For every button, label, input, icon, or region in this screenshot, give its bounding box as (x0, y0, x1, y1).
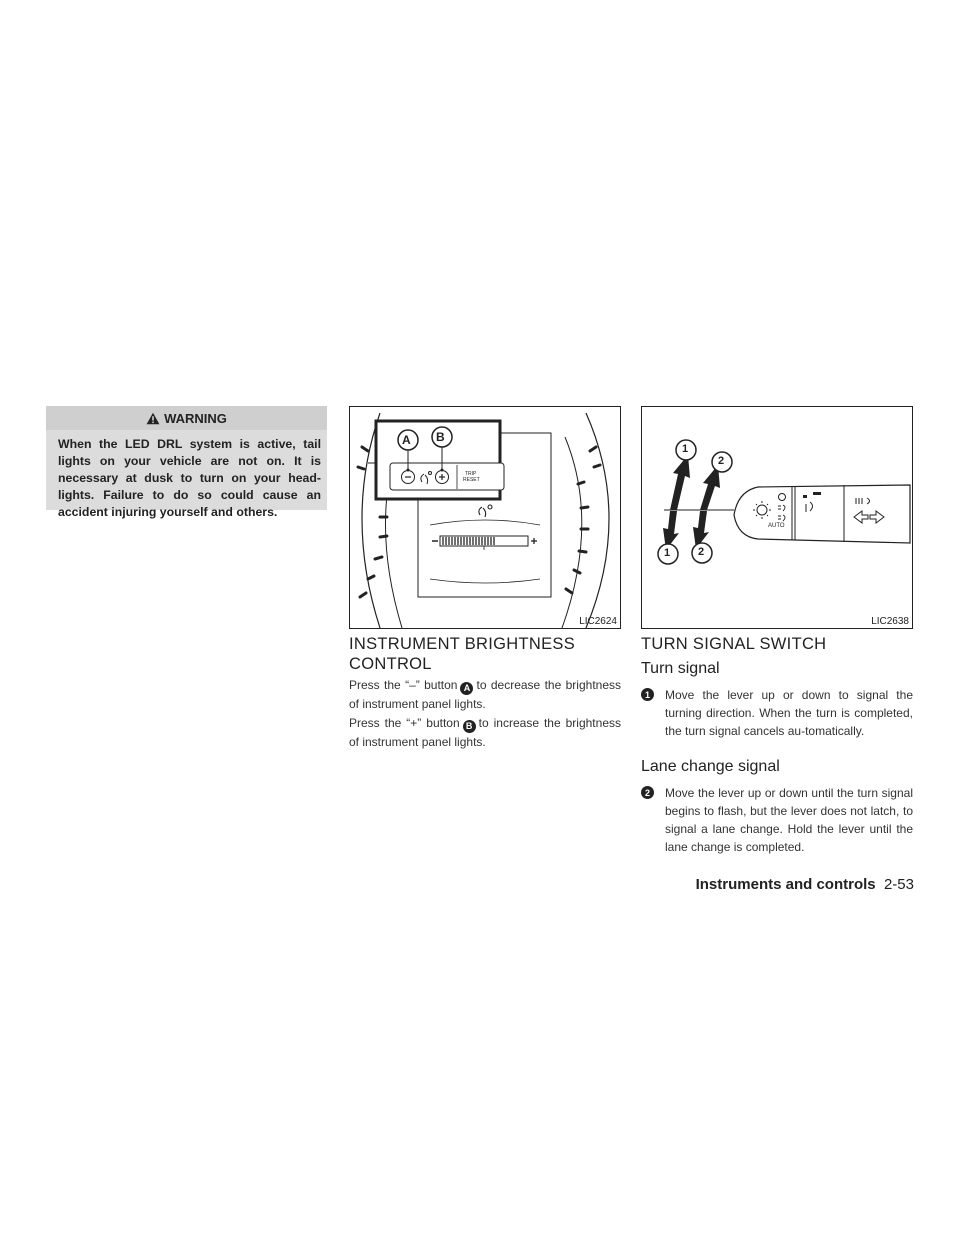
arrow-label-down-2: 2 (698, 546, 705, 558)
turn-signal-item-1 (641, 686, 913, 740)
page-footer (696, 876, 914, 893)
instrument-cluster-illustration (350, 407, 620, 628)
turn-signal-subheading: Turn signal (641, 660, 720, 677)
arrow-label-up-2: 2 (718, 455, 725, 467)
badge-b: B (463, 720, 476, 733)
arrow-label-up-1: 1 (682, 443, 689, 455)
lane-change-subheading: Lane change signal (641, 758, 780, 775)
warning-title: WARNING (164, 410, 227, 426)
arrow-label-down-1: 1 (664, 547, 671, 559)
lane-change-item-2 (641, 784, 913, 856)
auto-label: AUTO (768, 523, 785, 529)
brightness-paragraph-decrease: Press the “–” button A to decrease the brightness of instrument panel lights. (349, 678, 621, 711)
warning-header (46, 406, 327, 430)
reset-label: RESET (463, 477, 480, 483)
badge-a: A (460, 682, 473, 695)
trip-label: TRIP (465, 471, 477, 477)
item-text: Move the lever up or down until the turn signal begins to flash, but the lever does not latch, to signal a lane change. Hold the lever until the lane change is completed. (665, 786, 913, 854)
page-number: 2-53 (883, 876, 914, 893)
warning-box (46, 406, 327, 519)
instrument-brightness-figure (349, 406, 621, 629)
brightness-paragraph-increase: Press the “+” button B to increase the brightness of instrument panel lights. (349, 716, 621, 749)
figure-code: LIC2624 (579, 616, 617, 627)
item-text: Move the lever up or down to signal the turning direction. When the turn is completed, the turn signal cancels au-tomatically. (665, 688, 913, 738)
brightness-heading: INSTRUMENT BRIGHTNESS CONTROL (349, 635, 576, 673)
warning-text: When the LED DRL system is active, tail lights on your vehicle are not on. It is necessary at dusk to turn on your head-lights. Failure to do so could cause an accident injuring yourself and others. (58, 437, 321, 519)
label-a: A (402, 433, 411, 447)
turn-signal-figure (641, 406, 913, 629)
item-number-badge: 1 (641, 688, 654, 701)
label-b: B (436, 430, 445, 444)
turn-signal-heading: TURN SIGNAL SWITCH (641, 635, 827, 653)
figure-code: LIC2638 (871, 616, 909, 627)
item-number-badge: 2 (641, 786, 654, 799)
footer-section: Instruments and controls (695, 876, 876, 893)
turn-signal-lever-illustration (642, 407, 912, 628)
warning-triangle-icon (146, 412, 160, 425)
